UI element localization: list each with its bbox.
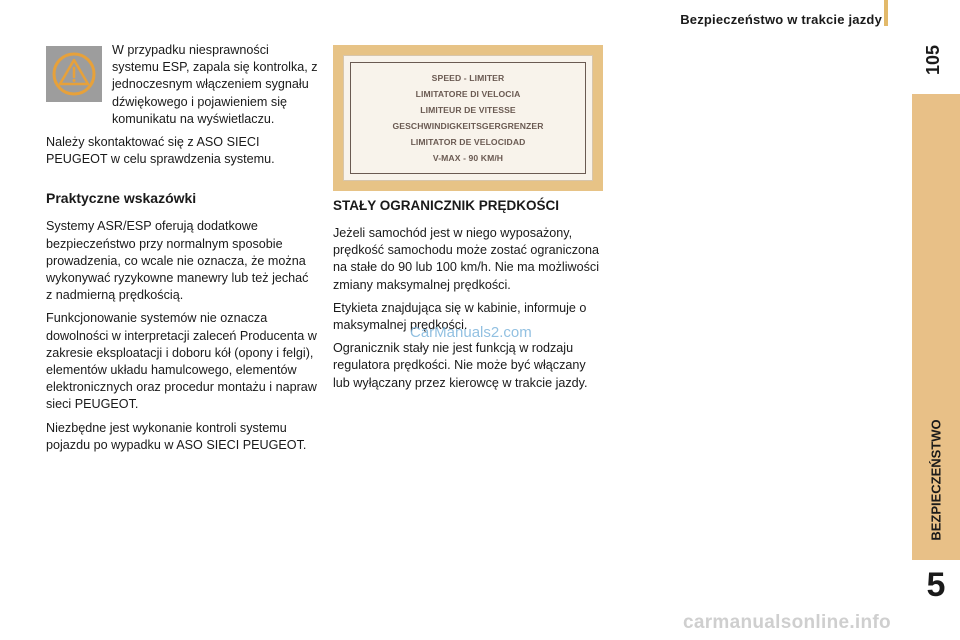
label-line: SPEED - LIMITER [431, 73, 505, 83]
right-column [333, 198, 603, 398]
tips-paragraph: Niezbędne jest wykonanie kontroli systemu pojazdu po wypadku w ASO SIECI PEUGEOT. [46, 420, 307, 452]
label-line: LIMITEUR DE VITESSE [420, 105, 516, 115]
contact-text: Należy skontaktować się z ASO SIECI PEUGEOT w celu sprawdzenia systemu. [46, 135, 275, 167]
header-rule [884, 0, 888, 26]
page-header-title: Bezpieczeństwo w trakcie jazdy [680, 12, 882, 27]
watermark-carmanualsonline: carmanualsonline.info [683, 612, 891, 633]
speed-limiter-paragraph: Jeżeli samochód jest w niego wyposażony, prędkość samochodu może zostać ograniczona na stałe do 90 lub 100 km/h. Nie ma możliwości zmiany maksymalnej prędkości. [333, 226, 600, 292]
speed-limiter-label-image [333, 45, 603, 191]
esp-warning-text: W przypadku niesprawności systemu ESP, zapala się kontrolka, z jednoczesnym włączeniem sygnału dźwiękowego i pojawieniem się komunikatu na wyświetlaczu. [112, 43, 318, 126]
left-column [46, 42, 318, 460]
tips-paragraph: Systemy ASR/ESP oferują dodatkowe bezpieczeństwo przy normalnym sposobie prowadzenia, co wcale nie oznacza, że można wykonywać ryzykowne manewry lub też jechać z nadmierną prędkością. [46, 219, 309, 303]
speed-limiter-heading: STAŁY OGRANICZNIK PRĘDKOŚCI [333, 198, 560, 213]
page-number: 105 [922, 44, 943, 76]
speed-limiter-paragraph: Etykieta znajdująca się w kabinie, informuje o maksymalnej prędkości. [333, 300, 587, 333]
speed-limiter-paragraph: Ogranicznik stały nie jest funkcją w rodzaju regulatora prędkości. Nie może być włączany lub wyłączany przez kierowcę w trakcie jazdy. [333, 341, 588, 390]
chapter-number: 5 [926, 565, 946, 604]
tips-heading: Praktyczne wskazówki [46, 190, 197, 207]
label-line: LIMITATOR DE VELOCIDAD [410, 137, 526, 147]
tips-paragraph: Funkcjonowanie systemów nie oznacza dowolności w interpretacji zaleceń Producenta w zakresie eksploatacji i doboru kół (opony i felgi), elementów układu hamulcowego, elementów elektronicznych oraz procedur montażu i napraw sieci PEUGEOT. [46, 311, 317, 412]
label-line: GESCHWINDIGKEITSGERGRENZER [392, 121, 544, 131]
label-line: LIMITATORE DI VELOCIA [415, 89, 521, 99]
watermark-carmanuals: CarManuals2.com [410, 324, 532, 341]
label-line: V-MAX - 90 KM/H [432, 153, 504, 163]
chapter-tab-label: BEZPIECZEŃSTWO [928, 419, 944, 541]
